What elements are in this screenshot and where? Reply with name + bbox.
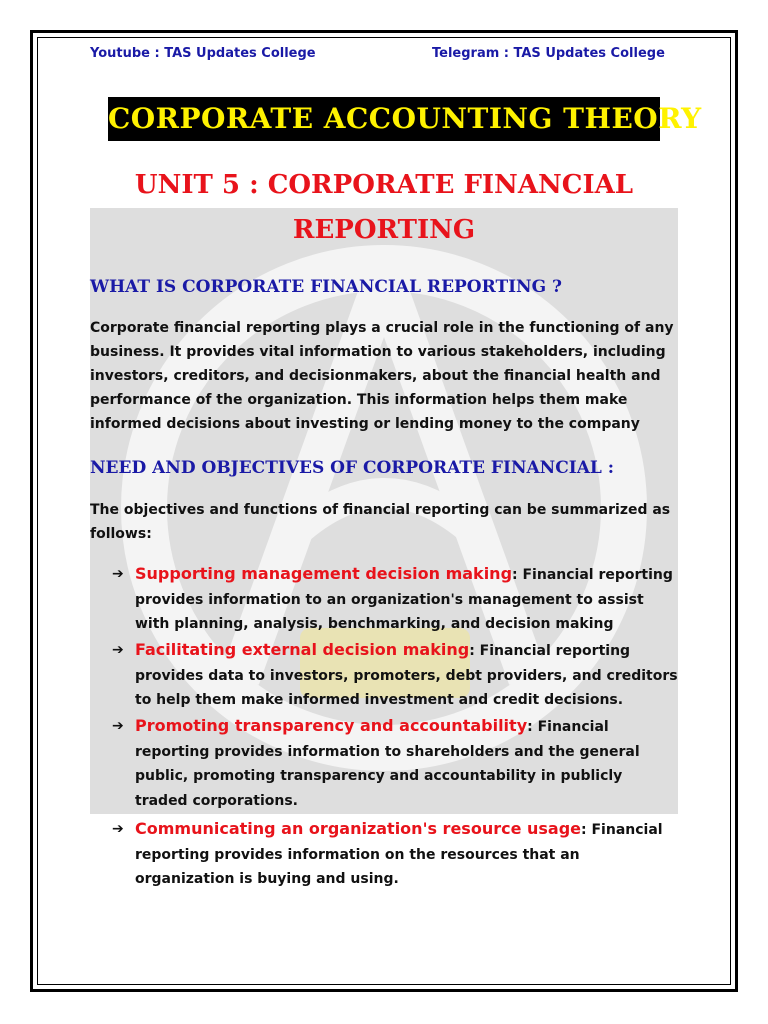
section-paragraph-objectives: The objectives and functions of financial reporting can be summarized as follows: bbox=[90, 502, 671, 542]
bullet-text: : Financial reporting provides information to an organization's management to assist with planning, analysis, benchmarking, and decision making bbox=[135, 567, 673, 632]
bullet-lead: Supporting management decision making bbox=[135, 564, 513, 583]
arrow-bullet-icon: ➔ bbox=[112, 642, 124, 658]
youtube-channel-text: Youtube : TAS Updates College bbox=[90, 46, 316, 61]
list-item bbox=[112, 562, 678, 637]
telegram-channel-text: Telegram : TAS Updates College bbox=[432, 46, 665, 61]
bullet-lead: Communicating an organization's resource usage bbox=[135, 819, 582, 838]
bullet-text: : Financial reporting provides data to investors, promoters, debt providers, and creditors to help them make informed investment and credit decisions. bbox=[135, 643, 678, 708]
list-item bbox=[112, 638, 678, 713]
bullet-lead: Promoting transparency and accountability bbox=[135, 716, 528, 735]
bullet-lead: Facilitating external decision making bbox=[135, 640, 470, 659]
page-title: CORPORATE ACCOUNTING THEORY bbox=[108, 97, 660, 141]
section-heading-objectives: NEED AND OBJECTIVES OF CORPORATE FINANCIAL : bbox=[90, 458, 615, 478]
unit-title-line1: UNIT 5 : CORPORATE FINANCIAL bbox=[134, 170, 634, 200]
bullet-text: : Financial reporting provides information to shareholders and the general public, promoting transparency and accountability in publicly traded corporations. bbox=[135, 719, 640, 809]
list-item bbox=[112, 714, 678, 813]
unit-title-line2: REPORTING bbox=[292, 215, 476, 245]
section-paragraph-what-is: Corporate financial reporting plays a crucial role in the functioning of any business. It provides vital information to various stakeholders, including investors, creditors, and decisionmakers, about the financial health and performance of the organization. This information helps them make informed decisions about investing or lending money to the company bbox=[90, 320, 674, 432]
section-heading-what-is: WHAT IS CORPORATE FINANCIAL REPORTING ? bbox=[90, 277, 562, 297]
arrow-bullet-icon: ➔ bbox=[112, 821, 124, 837]
arrow-bullet-icon: ➔ bbox=[112, 718, 124, 734]
arrow-bullet-icon: ➔ bbox=[112, 566, 124, 582]
bullet-text: : Financial reporting provides information on the resources that an organization is buying and using. bbox=[135, 822, 663, 887]
list-item bbox=[112, 817, 678, 892]
